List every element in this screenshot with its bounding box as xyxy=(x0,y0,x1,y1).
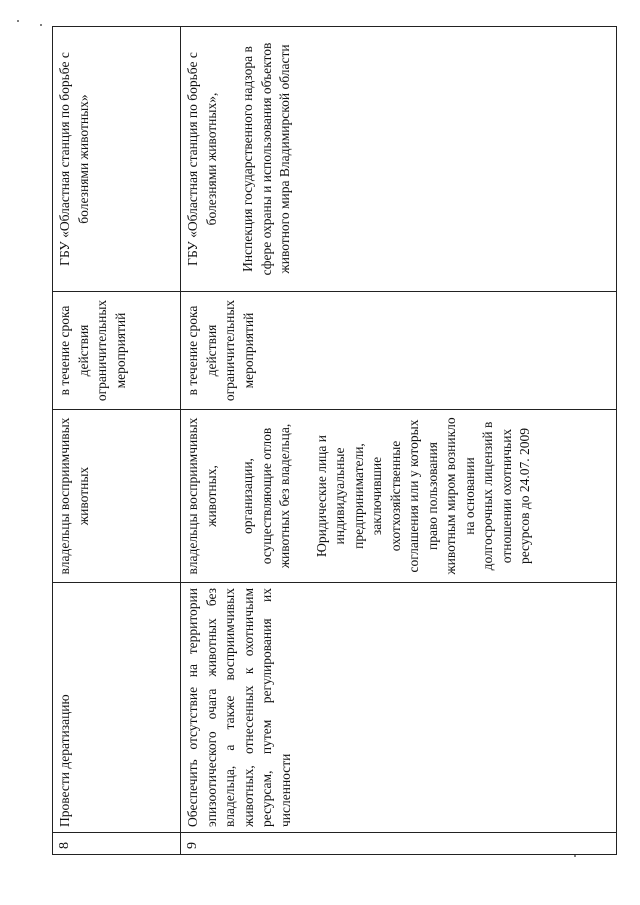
responsible-line: ГБУ «Областная станция по борьбе с болезнями животных» xyxy=(57,52,91,266)
executor-line: организации, осуществляющие отлов животных без владельца, xyxy=(240,423,292,569)
action-cell: Обеспечить отсутствие на территории эпизоотического очага животных без владельца, а также восприимчивых животных, отнесенных к охотничьим ресурсам, путем регулирования их численности xyxy=(181,583,617,833)
action-cell: Провести дератизацию xyxy=(53,583,181,833)
executor-line: владельцы восприимчивых животных xyxy=(57,417,91,575)
executor-line: Юридические лица и индивидуальные предприниматели, заключившие охотхозяйственные соглашения или у которых право пользования животным миром возникло на основании долгосрочных лицензий в отношении охотничьих ресурсов до 24.07. 2009 xyxy=(313,417,532,575)
table-row xyxy=(53,27,181,855)
executor-line: владельцы восприимчивых животных, xyxy=(185,417,219,575)
executor-cell xyxy=(53,410,181,583)
rotated-page xyxy=(52,27,617,855)
responsible-line: Инспекция государственного надзора в сфере охраны и использования объектов животного мира Владимирской области xyxy=(240,42,292,276)
row-number: 9 xyxy=(181,833,617,855)
deadline-cell: в течение срока действия ограничительных мероприятий xyxy=(53,292,181,410)
table-row xyxy=(181,27,617,855)
deadline-cell: в течение срока действия ограничительных мероприятий xyxy=(181,292,617,410)
executor-cell xyxy=(181,410,617,583)
measures-table xyxy=(52,26,617,855)
responsible-line: ГБУ «Областная станция по борьбе с болезнями животных», xyxy=(185,52,219,266)
scan-speck xyxy=(574,855,576,857)
scan-speck xyxy=(17,20,19,22)
scan-speck xyxy=(40,24,42,26)
responsible-cell xyxy=(53,27,181,292)
row-number: 8 xyxy=(53,833,181,855)
responsible-cell xyxy=(181,27,617,292)
